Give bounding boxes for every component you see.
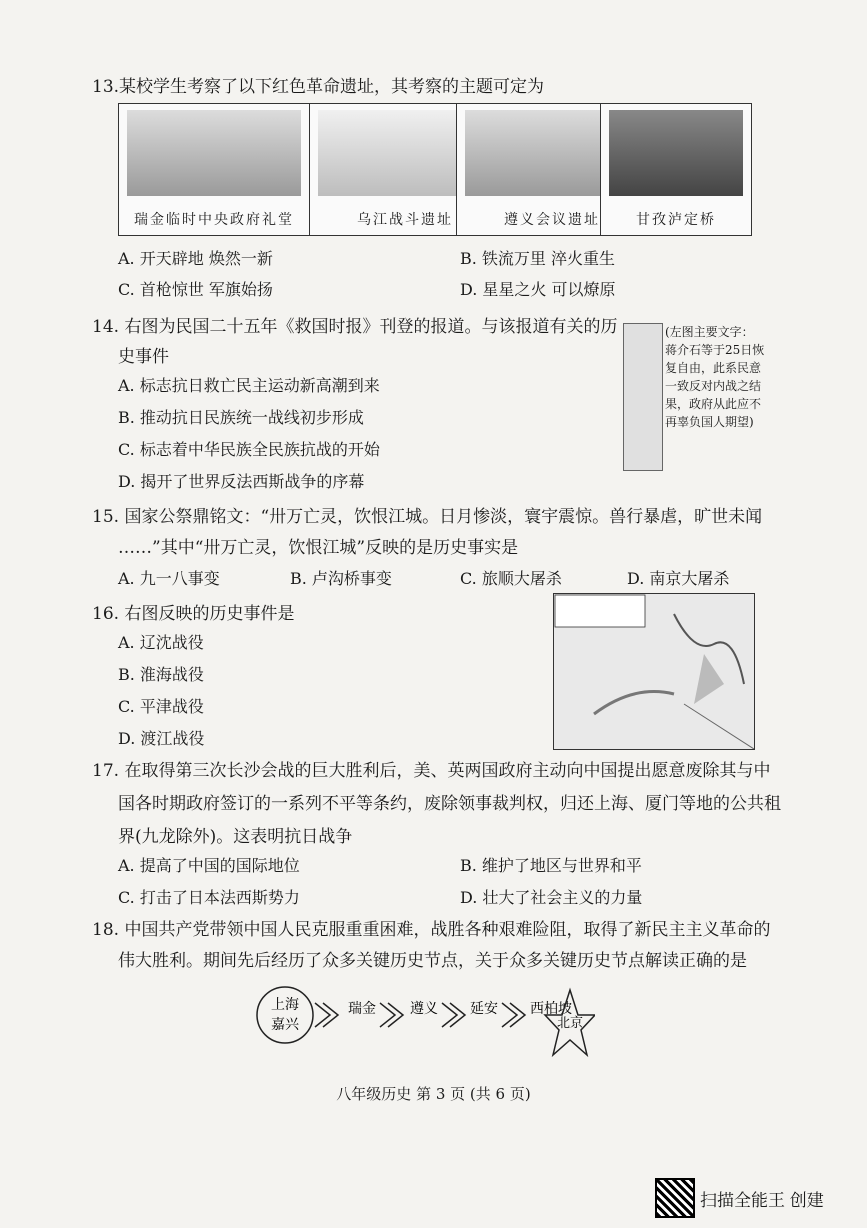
option: A. 标志抗日救亡民主运动新高潮到来 xyxy=(118,376,380,395)
q18-stem-cont: 伟大胜利。期间先后经历了众多关键历史节点，关于众多关键历史节点解读正确的是 xyxy=(118,951,747,971)
history-flow-diagram xyxy=(255,985,595,1065)
q18-stem: 18. 中国共产党带领中国人民克服重重困难，战胜各种艰难险阻，取得了新民主主义革命的 xyxy=(92,920,771,940)
option: C. 打击了日本法西斯势力 xyxy=(118,888,300,907)
q15-stem-cont: ……”其中“卅万亡灵，饮恨江城”反映的是历史事实是 xyxy=(118,538,519,558)
option: C. 首枪惊世 军旗始扬 xyxy=(118,280,273,299)
option: D. 渡江战役 xyxy=(118,729,205,748)
photo-ruijin xyxy=(118,103,310,236)
flow-node-ruijin: 瑞金 xyxy=(348,1001,376,1017)
flow-node-yanan: 延安 xyxy=(470,1001,498,1017)
flow-node-zunyi: 遵义 xyxy=(410,1001,438,1017)
q17-stem-cont: 国各时期政府签订的一系列不平等条约，废除领事裁判权，归还上海、厦门等地的公共租 xyxy=(118,794,781,814)
q17-stem-cont: 界(九龙除外)。这表明抗日战争 xyxy=(118,827,353,847)
newspaper-image xyxy=(623,323,663,471)
photo-caption: 瑞金临时中央政府礼堂 xyxy=(134,212,294,228)
option: B. 推动抗日民族统一战线初步形成 xyxy=(118,408,364,427)
option: A. 提高了中国的国际地位 xyxy=(118,856,300,875)
q14-stem-cont: 史事件 xyxy=(118,347,169,367)
option: A. 开天辟地 焕然一新 xyxy=(118,249,273,268)
battle-map xyxy=(553,593,755,750)
option: D. 壮大了社会主义的力量 xyxy=(460,888,643,907)
option: B. 淮海战役 xyxy=(118,665,204,684)
photo-caption: 遵义会议遗址 xyxy=(504,212,600,228)
option: D. 南京大屠杀 xyxy=(627,569,730,588)
q14-stem: 14. 右图为民国二十五年《救国时报》刊登的报道。与该报道有关的历 xyxy=(92,317,618,337)
q16-stem: 16. 右图反映的历史事件是 xyxy=(92,604,295,624)
option: C. 标志着中华民族全民族抗战的开始 xyxy=(118,440,380,459)
qr-code-icon xyxy=(655,1178,695,1218)
photo-luding xyxy=(600,103,752,236)
q17-stem: 17. 在取得第三次长沙会战的巨大胜利后，美、英两国政府主动向中国提出愿意废除其与中 xyxy=(92,761,771,781)
option: D. 星星之火 可以燎原 xyxy=(460,280,616,299)
option: B. 维护了地区与世界和平 xyxy=(460,856,642,875)
q13-stem: 13.某校学生考察了以下红色革命遗址，其考察的主题可定为 xyxy=(92,77,545,97)
option: B. 铁流万里 淬火重生 xyxy=(460,249,616,268)
photo-caption: 甘孜泸定桥 xyxy=(636,212,716,228)
q15-stem: 15. 国家公祭鼎铭文：“卅万亡灵，饮恨江城。日月惨淡，寰宇震惊。兽行暴虐，旷世未闻 xyxy=(92,507,763,527)
newspaper-note: (左图主要文字：蒋介石等于25日恢复自由，此系民意一致反对内战之结果，政府从此应不再辜负国人期望) xyxy=(665,325,765,429)
option: A. 辽沈战役 xyxy=(118,633,204,652)
scanner-brand: 扫描全能王 创建 xyxy=(700,1191,824,1210)
flow-start-2: 嘉兴 xyxy=(271,1017,299,1033)
page-footer: 八年级历史 第 3 页 (共 6 页) xyxy=(336,1085,531,1103)
flow-start-1: 上海 xyxy=(271,997,299,1013)
option: C. 平津战役 xyxy=(118,697,204,716)
flow-end-beijing: 北京 xyxy=(556,1016,584,1031)
option: C. 旅顺大屠杀 xyxy=(460,569,562,588)
option: A. 九一八事变 xyxy=(118,569,220,588)
photo-caption: 乌江战斗遗址 xyxy=(357,212,453,228)
option: B. 卢沟桥事变 xyxy=(290,569,392,588)
option: D. 揭开了世界反法西斯战争的序幕 xyxy=(118,472,365,491)
flow-node-xibaipo: 西柏坡 xyxy=(530,1001,572,1017)
